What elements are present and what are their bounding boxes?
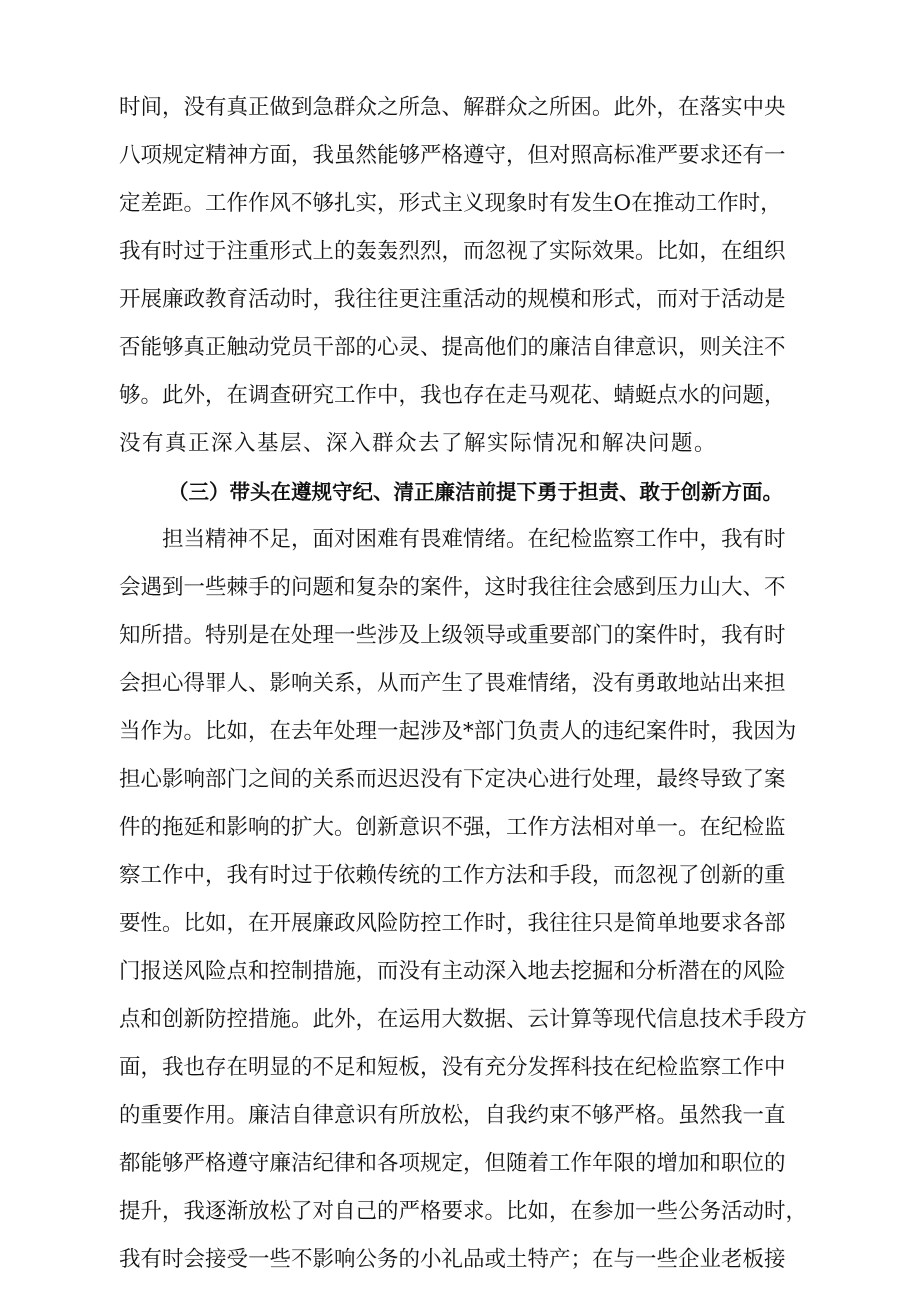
text-line: 的重要作用。廉洁自律意识有所放松，自我约束不够严格。虽然我一直 (119, 1103, 786, 1128)
text-line: 时间，没有真正做到急群众之所急、解群众之所困。此外，在落实中央 (119, 95, 786, 120)
text-line: 知所措。特别是在处理一些涉及上级领导或重要部门的案件时，我有时 (119, 623, 786, 648)
text-line: 够。此外，在调查研究工作中，我也存在走马观花、蜻蜓点水的问题， (119, 383, 786, 408)
text-line: 点和创新防控措施。此外，在运用大数据、云计算等现代信息技术手段方 (119, 1007, 808, 1032)
text-line: 要性。比如，在开展廉政风险防控工作时，我往往只是简单地要求各部 (119, 911, 786, 936)
text-line: 面，我也存在明显的不足和短板，没有充分发挥科技在纪检监察工作中 (119, 1055, 786, 1080)
text-line: 都能够严格遵守廉洁纪律和各项规定，但随着工作年限的增加和职位的 (119, 1151, 786, 1176)
text-line: 没有真正深入基层、深入群众去了解实际情况和解决问题。 (119, 431, 718, 456)
section-heading: （三）带头在遵规守纪、清正廉洁前提下勇于担责、敢于创新方面。 (168, 480, 783, 504)
text-line: 会遇到一些棘手的问题和复杂的案件，这时我往往会感到压力山大、不 (119, 575, 786, 600)
text-line: 担心影响部门之间的关系而迟迟没有下定决心进行处理，最终导致了案 (119, 767, 786, 792)
text-line: 开展廉政教育活动时，我往往更注重活动的规模和形式，而对于活动是 (119, 287, 786, 312)
text-line: 会担心得罪人、影响关系，从而产生了畏难情绪，没有勇敢地站出来担 (119, 671, 786, 696)
text-line: 门报送风险点和控制措施，而没有主动深入地去挖掘和分析潜在的风险 (119, 959, 786, 984)
text-line: 担当精神不足，面对困难有畏难情绪。在纪检监察工作中，我有时 (119, 527, 786, 552)
text-line: 察工作中，我有时过于依赖传统的工作方法和手段，而忽视了创新的重 (119, 863, 786, 888)
text-line: 否能够真正触动党员干部的心灵、提高他们的廉洁自律意识，则关注不 (119, 335, 786, 360)
text-line: 提升，我逐渐放松了对自己的严格要求。比如，在参加一些公务活动时， (119, 1199, 808, 1224)
text-line: 定差距。工作作风不够扎实，形式主义现象时有发生O在推动工作时， (119, 191, 782, 216)
text-line: 我有时会接受一些不影响公务的小礼品或土特产；在与一些企业老板接 (119, 1247, 786, 1272)
text-line: 我有时过于注重形式上的轰轰烈烈，而忽视了实际效果。比如，在组织 (119, 239, 786, 264)
text-line: 当作为。比如，在去年处理一起涉及*部门负责人的违纪案件时，我因为 (119, 719, 797, 744)
text-line: 件的拖延和影响的扩大。创新意识不强，工作方法相对单一。在纪检监 (119, 815, 786, 840)
text-line: 八项规定精神方面，我虽然能够严格遵守，但对照高标准严要求还有一 (119, 143, 786, 168)
